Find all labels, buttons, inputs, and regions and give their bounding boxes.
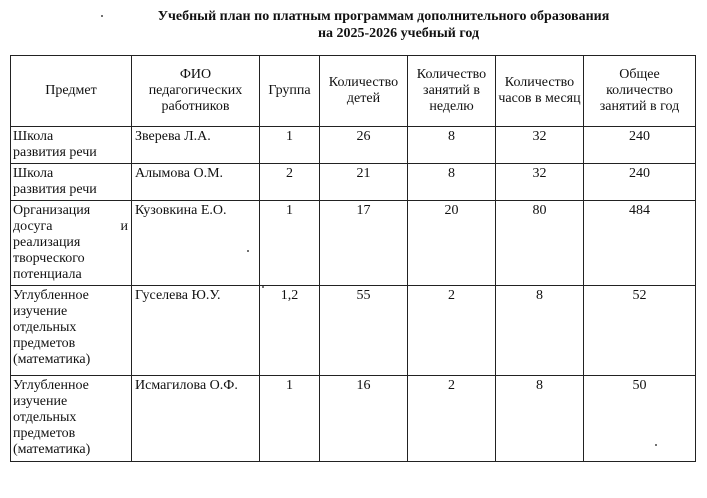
cell-hours-per-month: 8 (496, 286, 584, 376)
cell-children: 16 (320, 376, 408, 462)
subject-line: предметов (13, 426, 76, 441)
header-lessons-per-year: Общее количество занятий в год (584, 56, 696, 127)
cell-group: 1 (260, 376, 320, 462)
cell-subject (11, 376, 132, 462)
cell-hours-per-month: 8 (496, 376, 584, 462)
cell-subject (11, 286, 132, 376)
cell-lessons-per-week: 2 (408, 286, 496, 376)
subject-line: (математика) (13, 442, 91, 457)
subject-line: Углубленное (13, 378, 89, 393)
subject-line: реализация (13, 235, 81, 250)
subject-line: досуга и (13, 219, 128, 234)
subject-line: Углубленное (13, 288, 89, 303)
subject-line: развития речи (13, 182, 97, 197)
cell-group: 1 (260, 127, 320, 164)
subject-line: Школа (13, 166, 54, 181)
subject-line: предметов (13, 336, 76, 351)
cell-lessons-per-year: 52 (584, 286, 696, 376)
cell-subject (11, 201, 132, 286)
cell-lessons-per-week: 8 (408, 127, 496, 164)
cell-lessons-per-week: 8 (408, 164, 496, 201)
subject-line: (математика) (13, 352, 91, 367)
cell-children: 55 (320, 286, 408, 376)
table-row (11, 376, 696, 462)
cell-teacher: Гуселева Ю.У. (132, 286, 260, 376)
header-group: Группа (260, 56, 320, 127)
cell-children: 21 (320, 164, 408, 201)
header-lessons-per-week: Количество занятий в неделю (408, 56, 496, 127)
cell-lessons-per-year: 240 (584, 127, 696, 164)
scan-speck (655, 444, 657, 446)
cell-lessons-per-year: 240 (584, 164, 696, 201)
header-hours-per-month: Количество часов в месяц (496, 56, 584, 127)
scan-speck (101, 15, 103, 17)
title-line-1: Учебный план по платным программам дополнительного образования (157, 9, 610, 24)
cell-lessons-per-week: 2 (408, 376, 496, 462)
cell-group: 1,2 (260, 286, 320, 376)
cell-children: 17 (320, 201, 408, 286)
cell-lessons-per-year: 484 (584, 201, 696, 286)
scan-speck (262, 286, 264, 288)
header-teacher: ФИО педагогических работников (132, 56, 260, 127)
subject-line: отдельных (13, 410, 77, 425)
subject-line: Организация (13, 203, 91, 218)
cell-subject (11, 164, 132, 201)
title-line-2: на 2025-2026 учебный год (317, 26, 480, 41)
header-children: Количество детей (320, 56, 408, 127)
subject-line: развития речи (13, 145, 97, 160)
cell-teacher: Зверева Л.А. (132, 127, 260, 164)
cell-teacher: Кузовкина Е.О. (132, 201, 260, 286)
cell-hours-per-month: 32 (496, 127, 584, 164)
table-row (11, 201, 696, 286)
cell-hours-per-month: 32 (496, 164, 584, 201)
cell-children: 26 (320, 127, 408, 164)
table-row (11, 127, 696, 164)
subject-line: изучение (13, 394, 68, 409)
cell-lessons-per-year: 50 (584, 376, 696, 462)
subject-line: потенциала (13, 267, 82, 282)
curriculum-table (10, 55, 696, 462)
document-title (0, 8, 707, 42)
subject-line: изучение (13, 304, 68, 319)
table-row (11, 286, 696, 376)
header-subject: Предмет (11, 56, 132, 127)
subject-line: отдельных (13, 320, 77, 335)
subject-line: Школа (13, 129, 54, 144)
subject-line: творческого (13, 251, 85, 266)
cell-hours-per-month: 80 (496, 201, 584, 286)
table-row (11, 164, 696, 201)
cell-lessons-per-week: 20 (408, 201, 496, 286)
cell-teacher: Алымова О.М. (132, 164, 260, 201)
cell-subject (11, 127, 132, 164)
cell-group: 1 (260, 201, 320, 286)
header-row (11, 56, 696, 127)
cell-group: 2 (260, 164, 320, 201)
cell-teacher: Исмагилова О.Ф. (132, 376, 260, 462)
scan-speck (247, 250, 249, 252)
